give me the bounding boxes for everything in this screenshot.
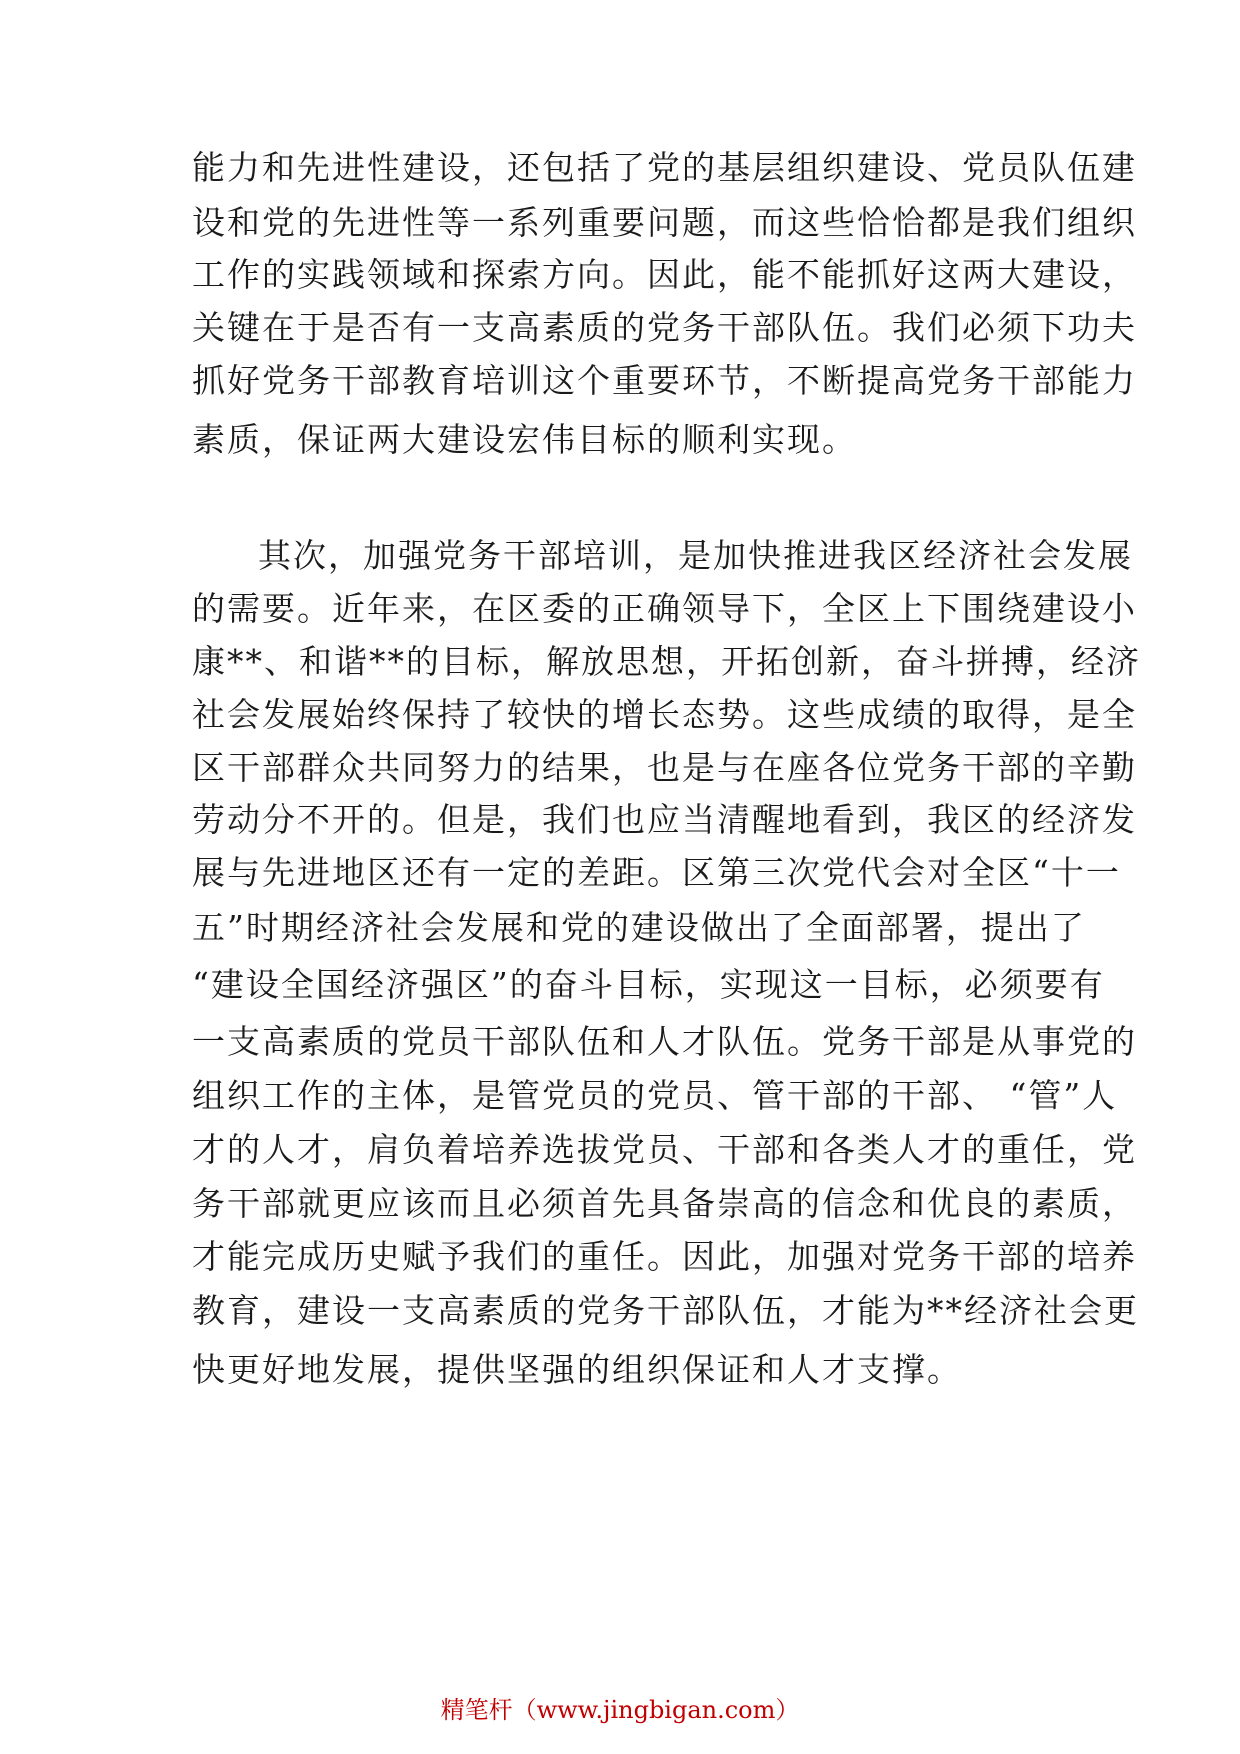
paragraph-line: 设和党的先进性等一系列重要问题，而这些恰恰都是我们组织 [192,203,1137,242]
paragraph-line: 工作的实践领域和探索方向。因此，能不能抓好这两大建设， [192,255,1137,294]
footer-watermark: 精笔杆（www.jingbigan.com） [440,1696,800,1724]
paragraph-line: 教育，建设一支高素质的党务干部队伍，才能为**经济社会更 [192,1291,1139,1330]
paragraph-line: 展与先进地区还有一定的差距。区第三次党代会对全区“十一 [192,853,1121,892]
paragraph-line: 才能完成历史赋予我们的重任。因此，加强对党务干部的培养 [192,1237,1137,1276]
paragraph-line: 社会发展始终保持了较快的增长态势。这些成绩的取得，是全 [192,695,1137,734]
paragraph-line: 快更好地发展，提供坚强的组织保证和人才支撑。 [192,1350,962,1389]
paragraph-line: 的需要。近年来，在区委的正确领导下，全区上下围绕建设小 [192,589,1137,628]
paragraph-line: 康**、和谐**的目标，解放思想，开拓创新，奋斗拼搏，经济 [192,642,1141,681]
paragraph-line: 素质，保证两大建设宏伟目标的顺利实现。 [192,420,857,459]
paragraph-line: 务干部就更应该而且必须首先具备崇高的信念和优良的素质， [192,1184,1137,1223]
paragraph-line: 劳动分不开的。但是，我们也应当清醒地看到，我区的经济发 [192,800,1137,839]
paragraph-line: 抓好党务干部教育培训这个重要环节，不断提高党务干部能力 [192,361,1137,400]
paragraph-line: 关键在于是否有一支高素质的党务干部队伍。我们必须下功夫 [192,308,1137,347]
paragraph-line: “建设全国经济强区”的奋斗目标，实现这一目标，必须要有 [192,965,1105,1004]
paragraph-line: 五”时期经济社会发展和党的建设做出了全面部署，提出了 [192,908,1086,947]
paragraph-line: 组织工作的主体，是管党员的党员、管干部的干部、 “管”人 [192,1076,1118,1115]
paragraph-line: 一支高素质的党员干部队伍和人才队伍。党务干部是从事党的 [192,1022,1137,1061]
paragraph-line: 才的人才，肩负着培养选拔党员、干部和各类人才的重任，党 [192,1130,1137,1169]
paragraph-line: 能力和先进性建设，还包括了党的基层组织建设、党员队伍建 [192,148,1137,187]
paragraph-line: 区干部群众共同努力的结果，也是与在座各位党务干部的辛勤 [192,748,1137,787]
paragraph-line: 其次，加强党务干部培训，是加快推进我区经济社会发展 [258,536,1133,575]
